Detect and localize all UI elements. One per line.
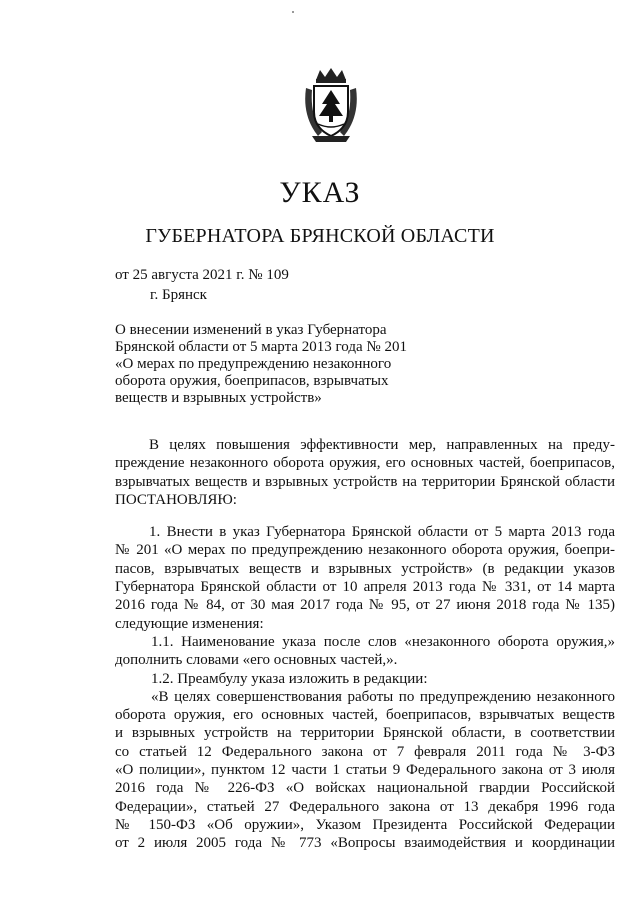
document-title: УКАЗ	[279, 176, 361, 209]
item1-line: 2016 года № 84, от 30 мая 2017 года № 95, от 27 июня 2018 года № 135)	[115, 597, 615, 614]
item1-1-line: дополнить словами «его основных частей,».	[115, 652, 398, 669]
subject-line: веществ и взрывных устройств»	[115, 390, 322, 406]
item1-line: пасов, взрывчатых веществ и взрывных устройств» (в редакции указов	[115, 560, 615, 577]
item1-line: 1. Внести в указ Губернатора Брянской области от 5 марта 2013 года	[149, 524, 615, 541]
quote-line: со статьей 12 Федерального закона от 7 февраля 2011 года № 3-ФЗ	[115, 743, 615, 760]
quote-line: Федерации», статьей 27 Федерального закона от 13 декабря 1996 года	[115, 798, 615, 815]
preamble-line: взрывчатых веществ и взрывных устройств на территории Брянской области	[115, 473, 615, 490]
item1-line: № 201 «О мерах по предупреждению незаконного оборота оружия, боепри-	[115, 542, 615, 559]
quote-line: «О полиции», пунктом 12 части 1 статьи 9 Федерального закона от 3 июля	[115, 762, 615, 779]
item1-1-line: 1.1. Наименование указа после слов «незаконного оборота оружия,»	[151, 633, 615, 650]
preamble-line: В целях повышения эффективности мер, направленных на преду-	[149, 437, 615, 453]
preamble-line: преждение незаконного оборота оружия, его основных частей, боеприпасов,	[115, 455, 615, 472]
quote-line: оборота оружия, его основных частей, боеприпасов, взрывчатых веществ	[115, 707, 615, 724]
subject-line: оборота оружия, боеприпасов, взрывчатых	[115, 373, 389, 389]
spacer	[115, 509, 615, 523]
subject-line: «О мерах по предупреждению незаконного	[115, 356, 392, 372]
item1-line: следующие изменения:	[115, 615, 264, 632]
decree-city: г. Брянск	[150, 287, 207, 303]
subject-line: Брянской области от 5 марта 2013 года № 201	[115, 339, 407, 355]
preamble-line: ПОСТАНОВЛЯЮ:	[115, 491, 237, 508]
quote-line: и взрывных устройств на территории Брянской области, в соответствии	[115, 725, 615, 742]
quote-line: от 2 июля 2005 года № 773 «Вопросы взаимодействия и координации	[115, 835, 615, 852]
scan-speck	[292, 11, 294, 13]
item1-2-line: 1.2. Преамбулу указа изложить в редакции:	[151, 670, 428, 687]
decree-subject	[115, 322, 407, 407]
item1-line: Губернатора Брянской области от 10 апреля 2013 года № 331, от 14 марта	[115, 579, 615, 596]
document-subtitle: ГУБЕРНАТОРА БРЯНСКОЙ ОБЛАСТИ	[145, 225, 495, 247]
subject-line: О внесении изменений в указ Губернатора	[115, 322, 387, 338]
decree-date-number: от 25 августа 2021 г. № 109	[115, 267, 289, 283]
quote-line: № 150-ФЗ «Об оружии», Указом Президента Российской Федерации	[115, 816, 615, 833]
quote-line: «В целях совершенствования работы по предупреждению незаконного	[151, 688, 615, 705]
quote-line: 2016 года № 226-ФЗ «О войсках национальной гвардии Российской	[115, 780, 615, 797]
decree-body	[115, 436, 615, 853]
coat-of-arms-icon	[300, 66, 362, 144]
